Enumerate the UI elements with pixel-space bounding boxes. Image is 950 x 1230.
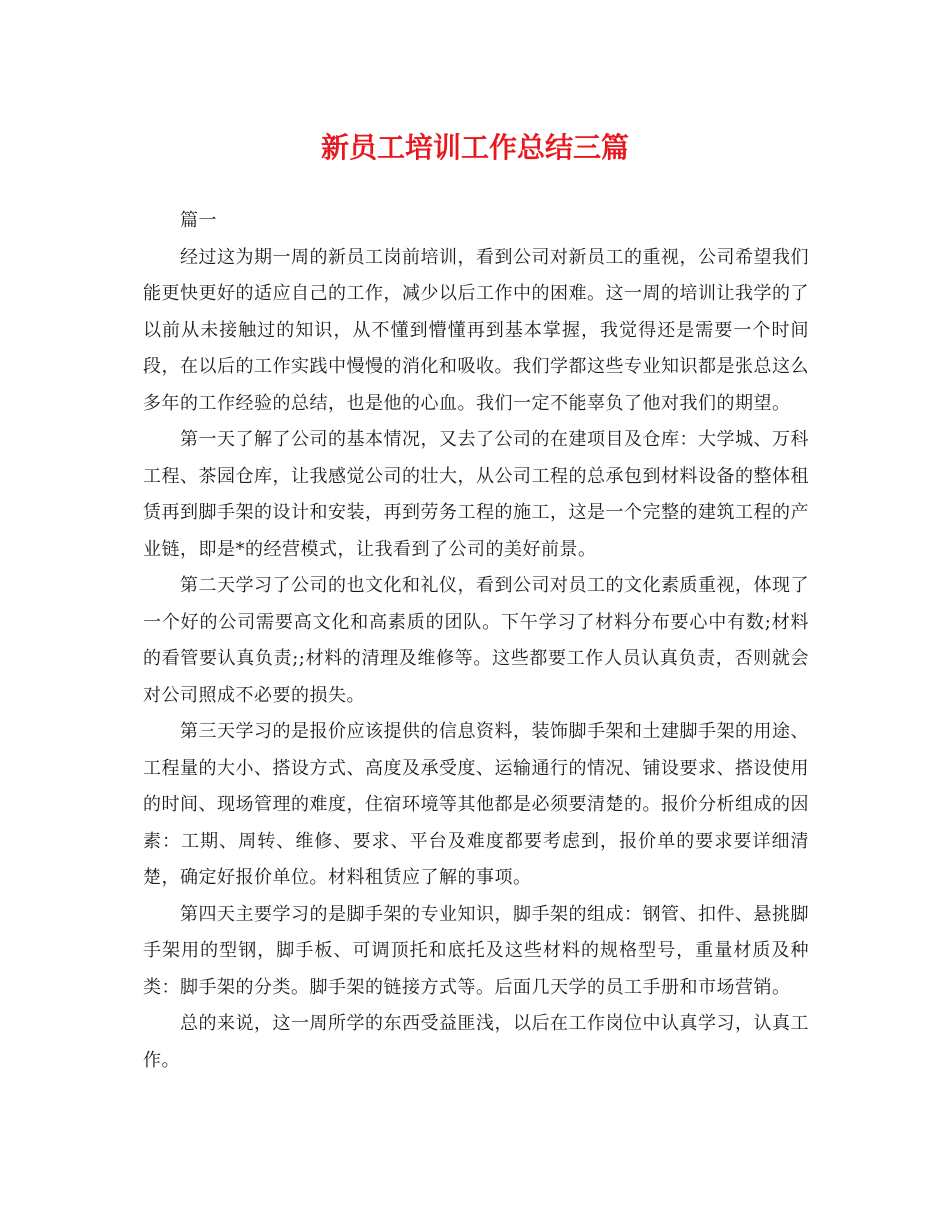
document-title: 新员工培训工作总结三篇 xyxy=(320,131,629,164)
paragraph-4: 第三天学习的是报价应该提供的信息资料，装饰脚手架和土建脚手架的用途、工程量的大小、搭设方式、高度及承受度、运输通行的情况、铺设要求、搭设使用的时间、现场管理的难度，住宿环境等其他都是必须要清楚的。报价分析组成的因素：工期、周转、维修、要求、平台及难度都要考虑到，报价单的要求要详细清楚，确定好报价单位。材料租赁应了解的事项。 xyxy=(143,721,809,888)
paragraph-3: 第二天学习了公司的也文化和礼仪，看到公司对员工的文化素质重视，体现了一个好的公司需要高文化和高素质的团队。下午学习了材料分布要心中有数;材料的看管要认真负责;;材料的清理及维修等。这些都要工作人员认真负责，否则就会对公司照成不必要的损失。 xyxy=(143,575,809,706)
document-body xyxy=(143,203,809,1079)
section-label: 篇一 xyxy=(180,210,217,231)
paragraph-2: 第一天了解了公司的基本情况，又去了公司的在建项目及仓库：大学城、万科工程、茶园仓库，让我感觉公司的壮大，从公司工程的总承包到材料设备的整体租赁再到脚手架的设计和安装，再到劳务工程的施工，这是一个完整的建筑工程的产业链，即是*的经营模式，让我看到了公司的美好前景。 xyxy=(143,429,809,560)
paragraph-5: 第四天主要学习的是脚手架的专业知识，脚手架的组成：钢管、扣件、悬挑脚手架用的型钢，脚手板、可调顶托和底托及这些材料的规格型号，重量材质及种类：脚手架的分类。脚手架的链接方式等。后面几天学的员工手册和市场营销。 xyxy=(143,903,809,998)
paragraph-1: 经过这为期一周的新员工岗前培训，看到公司对新员工的重视，公司希望我们能更快更好的适应自己的工作，减少以后工作中的困难。这一周的培训让我学的了以前从未接触过的知识，从不懂到懵懂再到基本掌握，我觉得还是需要一个时间段，在以后的工作实践中慢慢的消化和吸收。我们学都这些专业知识都是张总这么多年的工作经验的总结，也是他的心血。我们一定不能辜负了他对我们的期望。 xyxy=(143,246,809,414)
paragraph-6: 总的来说，这一周所学的东西受益匪浅，以后在工作岗位中认真学习，认真工作。 xyxy=(143,1013,809,1071)
